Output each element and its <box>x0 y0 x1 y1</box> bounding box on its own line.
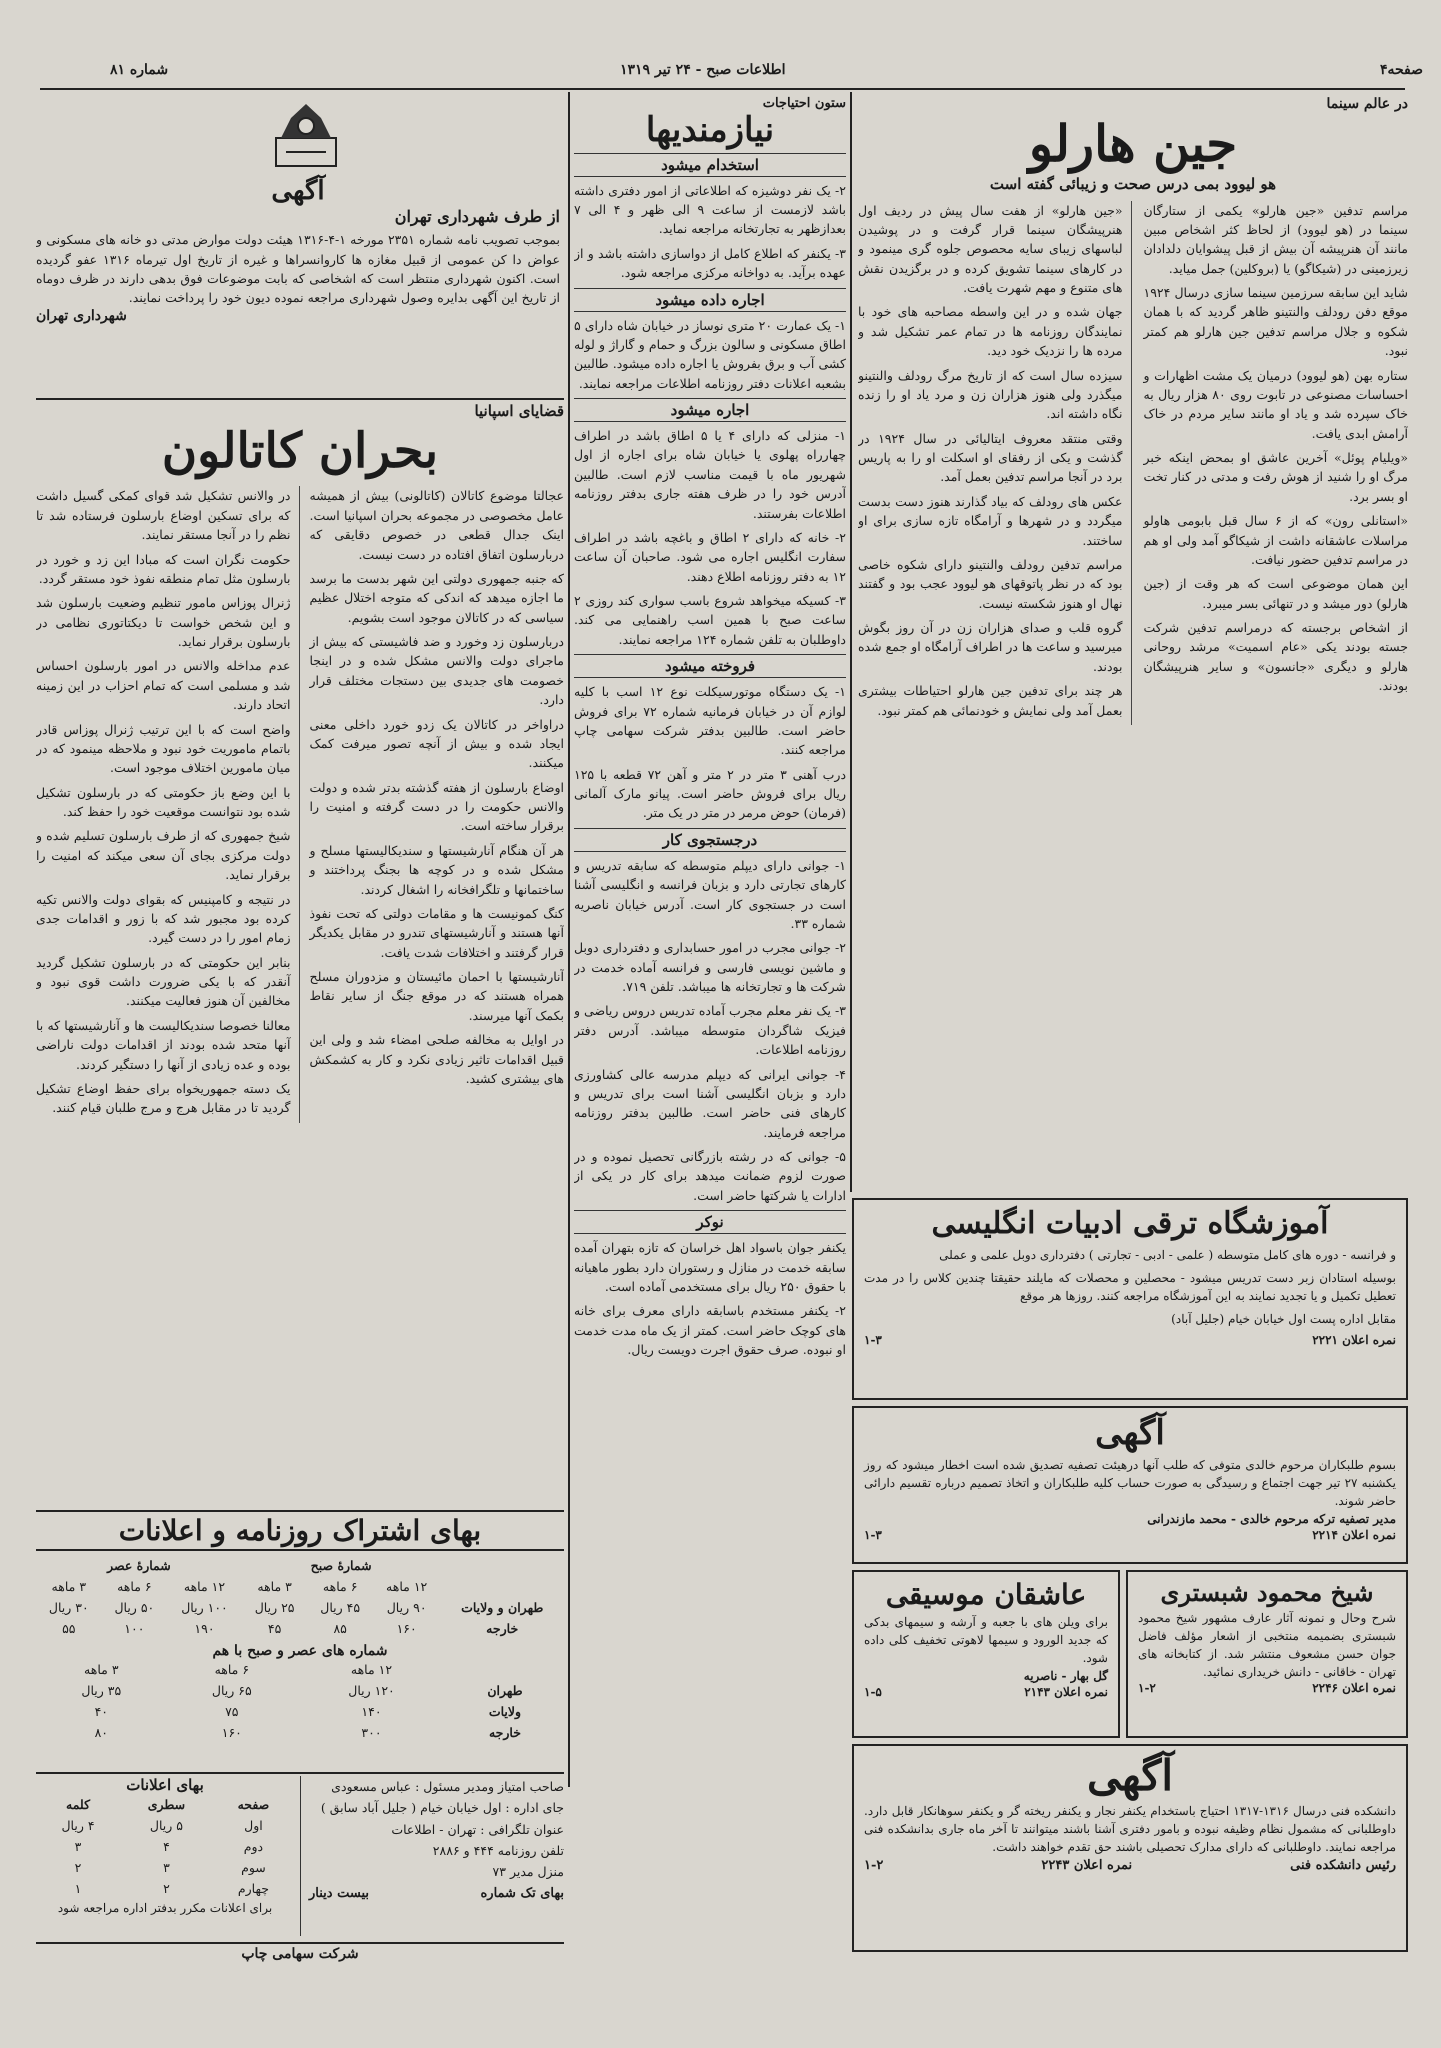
shabestari-ad <box>1126 1570 1408 1738</box>
lion-and-sun-emblem-icon <box>271 98 341 170</box>
ad-rates-title: بهای اعلانات <box>126 1776 204 1794</box>
article-paragraph: در نتیجه و کامپنیس که بقوای دولت والانس تکیه کرده بود مجبور شد که با زور و اقدامات جدی زمام امور را در دست گیرد. <box>36 891 291 946</box>
page-label: صفحه۴ <box>1379 62 1423 78</box>
classified-item: ۲- خانه که دارای ۲ اطاق و باغچه باشد در اطراف سفارت انگلیس اجاره می شود. صاحبان آن ساعت ۱۲ به دفتر روزنامه اطلاع دهند. <box>574 529 846 584</box>
article-paragraph: هر آن هنگام آنارشیستها و سندیکالیستها مسلح و مشکل شده و در کوچه ها بجنگ پرداختند و ساختمانها و تلگرافخانه را اشغال کردند. <box>309 842 564 897</box>
rate-cell: ۴۵ <box>267 1621 282 1637</box>
music-ad <box>852 1570 1120 1738</box>
classifieds-header: ستون احتیاجات <box>762 96 846 111</box>
combined-table <box>36 1659 564 1743</box>
rate-cell: ۱۹۰ <box>194 1621 215 1637</box>
period-header: ۶ ماهه <box>117 1579 152 1595</box>
liquidation-notice-title: آگهی <box>1095 1413 1165 1453</box>
article-paragraph: عدم مداخله والانس در امور بارسلون احساس شد و مسلمی است که تمام احزاب در این زمینه اتحاد دارند. <box>36 658 291 713</box>
publisher-line: عنوان تلگرافی : تهران - اطلاعات <box>391 1821 564 1837</box>
school-ad-run: ۱-۳ <box>864 1332 882 1347</box>
ad-rate-cell: ۳ <box>163 1860 170 1875</box>
article-paragraph: دراواخر در کاتالان یک زدو خورد داخلی معنی ایجاد شده و بیش از آنچه تصور میرفت کمک میکنند. <box>309 716 564 771</box>
rate-cell: ۳۰۰ <box>361 1725 382 1741</box>
region-cell: خارجه <box>488 1725 521 1741</box>
music-ad-body: برای ویلن های با جعبه و آرشه و سیمهای بدکی که جدید الورود و سیمها لاهوتی تخفیف کلی داده شود. <box>864 1615 1108 1666</box>
catalonia-column-b <box>36 486 300 1122</box>
classified-item: ۵- جوانی که در رشته بازرگانی تحصیل نموده و در صورت لزوم ضمانت میدهد برای کار در یکی از ادارات یا شرکتها حاضر است. <box>574 1149 846 1203</box>
rate-cell: ۳۵ ریال <box>81 1683 122 1699</box>
classified-item: ۳- یک نفر معلم مجرب آماده تدریس دروس ریاضی و فیزیک شاگردان متوسطه میباشد. آدرس دفتر روزنامه اطلاعات. <box>574 1003 846 1058</box>
tehran-notice <box>36 96 560 396</box>
article-paragraph: با این وضع باز حکومتی که در بارسلون تشکیل شده بود نتوانست موقعیت خود را حفظ کند. <box>36 784 291 820</box>
rate-cell: ۳۰ ریال <box>48 1600 89 1616</box>
rate-cell: ۹۰ ریال <box>386 1600 427 1616</box>
article-paragraph: در اوایل به مخالفه صلحی امضاء شد و ولی این قبیل اقدامات تاثیر زیادی نکرد و کار به کشمکش های بیشتری کشید. <box>309 1032 564 1086</box>
college-notice-signature: رئیس دانشکده فنی <box>1290 1858 1396 1874</box>
article-paragraph: جهان شده و در این واسطه مصاحبه های خود با نمایندگان روزنامه ها در تمام عمر تشکیل شد و مرده ها را نزدیک خود دید. <box>858 304 1123 359</box>
article-paragraph: مراسم تدفین رودلف والنتینو دارای شکوه خاصی بود که در نظر پاتوقهای هو لیوود عجب بود و گفتند نهال او هنوز شکسته نیست. <box>858 556 1123 611</box>
ad-rate-cell: ۱ <box>74 1881 82 1896</box>
cinema-subtitle: هو لیوود بمی درس صحت و زیبائی گفته است <box>989 174 1277 193</box>
cinema-column-a <box>1144 201 1409 725</box>
ad-rate-cell: ۳ <box>74 1839 82 1854</box>
article-paragraph: یک دسته جمهوریخواه برای حفظ اوضاع تشکیل گردید تا در مقابل هرج و مرج طلبان قیام کنند. <box>36 1080 291 1116</box>
classified-section-heading: استخدام میشود <box>574 153 846 177</box>
article-paragraph: معالنا خصوصا سندیکالیست ها و آنارشیستها که با آنها متحد شده بودند از اقدامات دولت ناراضی بوده و عده زیادی از آنها را دستگیر کردند. <box>36 1017 291 1072</box>
section-rule <box>36 398 564 400</box>
tehran-notice-body: بموجب تصویب نامه شماره ۲۳۵۱ مورخه ۱-۴-۱۳۱۶ هیئت دولت موارض مدتی دو خانه های مسکونی و عواض دا کن عمومی از قبیل مغازه ها کاروانسراها و غیره از تاریخ اول تیرماه ۱۳۱۶ عفو گردیده است. اکنون شهرداری منتظر است که اشخاصی که بابت موضوعات فوق بدهی دارند در ظرف دوماه از تاریخ این آگهی بدایره وصول شهرداری مراجعه نموده دیون خود را پرداخت نمایند. <box>36 232 560 306</box>
catalonia-section <box>36 402 564 1507</box>
classified-item: ۲- یکنفر مستخدم باسابقه دارای معرف برای خانه های کوچک حاضر است. کمتر از یک ماه مدت خدمت او نبوده. صرف حقوق اجرت دویست ریال. <box>574 1303 846 1358</box>
footer-rule <box>36 1942 564 1944</box>
ad-rates <box>36 1776 294 1936</box>
classified-item: ۱- جوانی دارای دیپلم متوسطه که سابقه تدریس و کارهای تجارتی دارد و بزبان فرانسه و انگلیسی آشنا است در جستجوی کار است. آدرس خیابان ناصریه شماره ۳۳. <box>574 857 846 931</box>
table-row <box>36 1878 294 1899</box>
table-row <box>36 1815 294 1836</box>
school-ad-line: بوسیله استادان زبر دست تدریس میشود - محصلین و محصلات که مایلند حقیقتا چندین کلاس را در مدت تعطیل تکمیل و یا تجدید نمایند به این آموزشگاه مراجعه کنند. روزها هر موقع <box>864 1270 1396 1303</box>
classified-section-heading: درجستجوی کار <box>574 828 846 852</box>
article-paragraph: شاید این سابقه سرزمین سینما سازی درسال ۱۹۲۴ موقع دفن رودلف والنتینو ظاهر گردید که با همان شکوه و جلال مراسم تدفین جین هارلو هم کمتر نبود. <box>1143 285 1408 359</box>
tehran-notice-signature: شهرداری تهران <box>36 307 127 324</box>
article-paragraph: دربارسلون زد وخورد و ضد فاشیستی که بیش از ماجرای دولت والانس مشکل شده و در اینجا خصومت های جدیدی بین دستجات مختلف قرار دارد. <box>309 634 564 708</box>
college-notice-number: نمره اعلان ۲۲۴۳ <box>1041 1858 1133 1874</box>
article-paragraph: کنگ کمونیست ها و مقامات دولتی که تحت نفوذ آنها هستند و آنارشیستهای تندرو در مقابل یکدیگر قرار گرفتند و اختلافات شدت یافت. <box>309 905 564 960</box>
liquidation-notice <box>852 1406 1408 1564</box>
ad-rates-note: برای اعلانات مکرر بدفتر اداره مراجعه شود <box>57 1901 273 1915</box>
ad-rate-cell: ۴ <box>163 1839 170 1854</box>
classifieds-list <box>574 153 846 1360</box>
classified-item: درب آهنی ۳ متر در ۲ متر و آهن ۷۲ قطعه با ۱۲۵ ریال برای فروش حاضر است. پیانو مارک آلمانی (فرمان) حوض مرمر در متر در یک متر. <box>574 766 846 821</box>
table-row <box>36 1618 564 1639</box>
evening-issue-label: شمارهٔ عصر <box>107 1558 171 1574</box>
rate-cell: ۴۰ <box>94 1704 108 1720</box>
cinema-kicker: در عالم سینما <box>1326 96 1408 112</box>
table-row <box>36 1836 294 1857</box>
masthead-rule <box>40 88 1405 90</box>
classified-item: یکنفر جوان باسواد اهل خراسان که تازه بتهران آمده سابقه خدمت در منازل و رستوران دارد بطور ماهیانه با حقوق ۲۵۰ ریال برای مستخدمی آماده است. <box>574 1240 846 1294</box>
article-paragraph: «استانلی رون» که از ۶ سال قبل بابومی هاولو مراسلات عاشقانه داشت از شیکاگو آمد ولی او هم در مراسم تدفین حضور نیافت. <box>1143 513 1408 567</box>
printer-credit: شرکت سهامی چاپ <box>241 1946 359 1962</box>
rate-cell: ۴۵ ریال <box>320 1600 361 1616</box>
article-paragraph: «ویلیام پوئل» آخرین عاشق او بمحض اینکه خبر مرگ او را شنید از هوش رفت و مدتی در کنار تخت او بسر برد. <box>1143 450 1408 504</box>
classified-item: ۱- یک عمارت ۲۰ متری نوساز در خیابان شاه دارای ۵ اطاق مسکونی و سالون بزرگ و حمام و گاراژ و لوله کشی آب و برق بفروش یا اجاره داده میشود. طالبین بشعبه اعلانات دفتر روزنامه اطلاعات مراجعه نمایند. <box>574 317 846 391</box>
table-row <box>36 1722 564 1743</box>
ad-rate-cell: ۲ <box>74 1860 82 1875</box>
cinema-section <box>858 96 1408 1196</box>
publisher-line: منزل مدیر ۷۳ <box>492 1864 564 1879</box>
article-paragraph: ستاره بهن (هو لیوود) درمیان یک مشت اظهارات و احساسات مصنوعی در تابوت روی ۸۰ هزار ریال به خاک سپرده شد و یاد او مانند سایر مردم در خاک آرامش ابدی یافت. <box>1143 367 1408 441</box>
liquidation-notice-number: نمره اعلان ۲۲۱۴ <box>1312 1527 1396 1542</box>
rate-cell: ۲۵ ریال <box>254 1600 295 1616</box>
issue-number: شماره ۸۱ <box>110 62 169 78</box>
classified-section-heading: نوکر <box>574 1210 846 1234</box>
school-ad-line: و فرانسه - دوره های کامل متوسطه ( علمی - ادبی - تجارتی ) دفترداری دوبل علمی و عملی <box>939 1247 1396 1262</box>
music-ad-title: عاشقان موسیقی <box>885 1578 1087 1611</box>
publisher-info <box>300 1776 564 1936</box>
ad-rates-col-header: سطری <box>147 1797 186 1812</box>
publisher-lines <box>309 1776 564 1882</box>
publisher-line: تلفن روزنامه ۴۴۴ و ۲۸۸۶ <box>432 1842 564 1858</box>
period-header: ۳ ماهه <box>84 1662 119 1678</box>
column-divider <box>568 92 570 1787</box>
masthead-date: اطلاعات صبح - ۲۴ تیر ۱۳۱۹ <box>620 62 786 78</box>
table-row <box>36 1597 564 1618</box>
article-paragraph: عجالتا موضوع کاتالان (کاتالونی) بیش از همیشه عامل مخصوصی در مجموعه بحران اسپانیا است. اینک جدال قطعی در خصوص دقایقی که دربارسلون اتفاق افتاده در دست نیست. <box>309 488 564 562</box>
single-issue-price: بیست دینار <box>309 1886 369 1902</box>
combined-issue-label: شماره های عصر و صبح با هم <box>212 1643 388 1660</box>
rate-cell: ۸۰ <box>94 1725 108 1741</box>
article-paragraph: وقتی منتقد معروف ایتالیائی در سال ۱۹۲۴ در گذشت و یکی از رفقای او اسکلت او را به پاریس برد در آنجا مراسم تدفین بعمل آمد. <box>858 430 1123 485</box>
ad-rate-cell: اول <box>244 1818 263 1833</box>
article-paragraph: اوضاع بارسلون از هفته گذشته بدتر شده و دولت والانس حکومت را در دست گرفته و امنیت را برقرار ساخته است. <box>309 779 564 834</box>
period-header: ۱۲ ماهه <box>183 1579 226 1595</box>
classified-item: ۳- کسیکه میخواهد شروع باسب سواری کند روزی ۲ ساعت صبح با همین اسب راهنمایی می کند. داوطلبان به تلفن شماره ۱۲۴ مراجعه نمایند. <box>574 593 846 647</box>
liquidation-notice-run: ۱-۳ <box>864 1527 882 1542</box>
school-ad-body <box>864 1246 1396 1328</box>
ad-rates-col-header: صفحه <box>237 1797 270 1812</box>
period-header: ۱۲ ماهه <box>386 1579 428 1595</box>
classified-section-heading: اجاره میشود <box>574 398 846 422</box>
classifieds-section <box>574 96 846 1786</box>
article-paragraph: مراسم تدفین «جین هارلو» یکمی از ستارگان سینما در (هو لیوود) از لحاظ کثر اشخاص مبین مانند آن هنرپیشه آن بیش از قبل پیشوایان دلدادان زیرزمینی در (شیکاگو) یا (بروکلین) جمل میاید. <box>1143 202 1408 276</box>
rate-cell: ۱۶۰ <box>396 1621 417 1637</box>
article-paragraph: در والانس تشکیل شد قوای کمکی گسیل داشت که برای تسکین اوضاع بارسلون فرستاده شد تا نظم را در آنجا مستقر نمایند. <box>36 488 291 543</box>
school-ad-line: مقابل اداره پست اول خیابان خیام (جلیل آباد) <box>1171 1311 1396 1326</box>
rate-cell: ۵۰ ریال <box>114 1600 155 1616</box>
ad-rate-cell: دوم <box>243 1839 264 1854</box>
classified-section-heading: فروخته میشود <box>574 654 846 678</box>
tehran-notice-title: آگهی <box>271 176 325 206</box>
liquidation-notice-body: بسوم طلبکاران مرحوم خالدی متوفی که طلب آنها درهیئت تصفیه تصدیق شده است اخطار میشود که روز یکشنبه ۲۷ تیر جهت اجتماع و رسیدگی به صورت حساب کلیه طلبکاران و اتخاذ تصمیم درباره تقسیم دارائی حاضر شوند. <box>864 1457 1396 1508</box>
period-header: ۳ ماهه <box>51 1579 87 1595</box>
article-paragraph: از اشخاص برجسته که درمراسم تدفین شرکت جسته بودند یکی «عام اسمیت» مرشد روحانی هارلو و دیگری «جانسون» و سایر هنرپیشگان بودند. <box>1143 620 1408 694</box>
catalonia-column-a <box>310 486 565 1122</box>
subscription-rates-title: بهای اشتراک روزنامه و اعلانات <box>36 1516 564 1551</box>
rate-cell: ۱۶۰ <box>221 1725 242 1741</box>
region-cell: طهران <box>487 1683 523 1699</box>
college-notice-run: ۱-۲ <box>864 1858 884 1874</box>
ad-rate-cell: ۵ ریال <box>149 1818 183 1833</box>
rate-cell: ۸۵ <box>333 1621 347 1637</box>
ad-rate-cell: چهارم <box>237 1881 269 1896</box>
ad-rates-col-header: کلمه <box>66 1797 91 1812</box>
single-issue-label: بهای تک شماره <box>480 1886 564 1902</box>
rate-cell: ۵۵ <box>62 1621 76 1637</box>
ad-rate-cell: ۴ ریال <box>61 1818 95 1833</box>
classified-item: ۳- یکنفر که اطلاع کامل از دواسازی داشته باشد و از عهده برآید. به دواخانه مرکزی مراجعه شود. <box>574 245 846 281</box>
liquidation-notice-signature: مدیر تصفیه ترکه مرحوم خالدی - محمد مازندرانی <box>1147 1511 1396 1526</box>
rate-cell: ۱۰۰ <box>124 1621 145 1637</box>
article-paragraph: هر چند برای تدفین جین هارلو احتیاطات بیشتری بعمل آمد ولی نمایش و خودنمائی هم کمتر نبود. <box>858 683 1123 718</box>
section-rule <box>36 1510 564 1512</box>
ad-rates-table <box>36 1794 294 1899</box>
table-row <box>36 1857 294 1878</box>
article-paragraph: گروه قلب و صدای هزاران زن در آن روز بگوش میرسید و ساعت ها در اطراف آرامگاه او جمع شده بودند. <box>858 620 1123 674</box>
classifieds-title: نیازمندیها <box>645 110 775 150</box>
school-ad-number: نمره اعلان ۲۲۲۱ <box>1312 1332 1396 1347</box>
article-paragraph: شیخ جمهوری که از طرف بارسلون تسلیم شده و دولت مرکزی بجای آن سعی میکند که امنیت را برقرار نماید. <box>36 828 291 883</box>
college-notice-body: دانشکده فنی درسال ۱۳۱۶-۱۳۱۷ احتیاج باستخدام یکنفر نجار و یکنفر ریخته گر و یکنفر سوهانکار قابل دارد. داوطلبانی که مشمول نظام وظیفه نبوده و بامور دفتری آشنا باشند میتوانند تا آخر ماه جاری بدانشکده فنی مراجعه نمایند. داوطلبانی که دارای مدارک تحصیلی باشند حق تقدم خواهند داشت. <box>864 1804 1396 1855</box>
ad-rate-cell: ۲ <box>163 1881 170 1896</box>
article-paragraph: آنارشیستها با احمان مائیستان و مزدوران مسلح همراه هستند که در موقع جنگ از سایر نقاط بکمک آنها میرسند. <box>309 969 564 1023</box>
subscription-rates <box>36 1516 564 1770</box>
article-paragraph: عکس های رودلف که بیاد گذارند هنوز دست بدست میگردد و در شهرها و آرامگاه تازه سازی برای او ساختند. <box>858 493 1123 548</box>
article-paragraph: این همان موضوعی است که هر وقت از (جین هارلو) دور میشد و در تنهائی بسر میبرد. <box>1143 576 1408 611</box>
music-ad-signature: گل بهار - ناصریه <box>1023 1669 1108 1684</box>
music-ad-run: ۱-۵ <box>864 1685 882 1700</box>
section-rule <box>36 1772 564 1774</box>
classified-item: ۲- جوانی مجرب در امور حسابداری و دفترداری دوبل و ماشین نویسی فارسی و فرانسه آماده خدمت در شرکت ها و تجارتخانه ها میباشد. تلفن ۷۱۹. <box>574 940 846 995</box>
ad-rate-cell: سوم <box>241 1860 266 1875</box>
article-paragraph: که جنبه جمهوری دولتی این شهر بدست ما برسد ما اجازه میدهد که اندکی که متوجه اختلال عظیم سیاسی که در کاتالان موجود است بشویم. <box>309 570 564 625</box>
college-notice-title: آگهی <box>1086 1751 1174 1800</box>
publisher-line: جای اداره : اول خیابان خیام ( جلیل آباد سابق ) <box>320 1800 564 1816</box>
tehran-notice-subtitle: از طرف شهرداری تهران <box>394 207 560 227</box>
music-ad-number: نمره اعلان ۲۱۴۳ <box>1024 1685 1108 1700</box>
rate-cell: ۱۰۰ ریال <box>181 1600 228 1616</box>
article-paragraph: ژنرال پوزاس مامور تنظیم وضعیت بارسلون شد و این شخص خواست تا دیکتاتوری نظامی در بارسلون برقرار نماید. <box>36 595 291 650</box>
article-paragraph: سیزده سال است که از تاریخ مرگ رودلف والنتینو میگذرد ولی هنوز هزاران زن و مرد یاد او را زنده نگاه داشته اند. <box>858 367 1123 422</box>
shabestari-ad-number: نمره اعلان ۲۲۴۶ <box>1312 1681 1396 1696</box>
catalonia-title: بحران کاتالون <box>161 423 439 479</box>
period-header: ۶ ماهه <box>214 1662 250 1678</box>
period-header: ۱۲ ماهه <box>350 1662 393 1678</box>
classified-section-heading: اجاره داده میشود <box>574 288 846 312</box>
catalonia-section-label: قضایای اسپانیا <box>474 402 564 420</box>
period-header: ۳ ماهه <box>257 1579 292 1595</box>
table-row <box>36 1701 564 1722</box>
period-header: ۶ ماهه <box>322 1579 358 1595</box>
region-cell: ولایات <box>488 1704 522 1720</box>
cinema-column-b <box>858 201 1132 725</box>
classified-item: ۱- یک دستگاه موتورسیکلت نوع ۱۲ اسب با کلیه لوازم آن در خیابان فرمانیه شماره ۷۲ برای فروش حاضر است. طالبین بدفتر شرکت سهامی چاپ مراجعه کنند. <box>574 684 846 758</box>
article-paragraph: بنابر این حکومتی که در بارسلون تشکیل گردید آنقدر که با یکی ضرورت داشت قوی نبود و مخالفین آن هنوز فعالیت میکنند. <box>36 954 291 1009</box>
shabestari-ad-title: شیخ محمود شبستری <box>1160 1578 1374 1607</box>
rate-cell: ۱۴۰ <box>361 1704 382 1720</box>
article-paragraph: واضح است که با این ترتیب ژنرال پوزاس قادر باتمام ماموریت خود نبود و ملاحظه مینمود که در میان مامورین اختلاف موجود است. <box>36 721 291 776</box>
region-cell: طهران و ولایات <box>461 1600 544 1616</box>
rate-cell: ۶۵ ریال <box>211 1683 252 1699</box>
article-paragraph: حکومت نگران است که مبادا این زد و خورد در بارسلون مثل تمام منطقه نفوذ خود مستقر گردد. <box>36 551 291 586</box>
rate-cell: ۱۲۰ ریال <box>348 1683 395 1699</box>
college-notice <box>852 1744 1408 1952</box>
shabestari-ad-run: ۱-۲ <box>1138 1681 1156 1696</box>
morning-issue-label: شمارهٔ صبح <box>310 1558 372 1574</box>
rate-cell: ۷۵ <box>225 1704 239 1720</box>
classified-item: ۴- جوانی ایرانی که دیپلم مدرسه عالی کشاورزی دارد و بزبان انگلیسی آشنا است برای تدریس و کارهای فنی حاضر است. طالبین بدفتر روزنامه مراجعه فرمایند. <box>574 1066 846 1140</box>
cinema-title: جین هارلو <box>1028 114 1238 173</box>
classified-item: ۱- منزلی که دارای ۴ یا ۵ اطاق باشد در اطراف چهارراه پهلوی یا خیابان شاه برای اجاره از اول شهریور ماه با قیمت مناسب لازم است. طالبین آدرس خود را در ظرف هفته جاری بدفتر روزنامه اطلاعات بفرستند. <box>574 428 846 521</box>
school-ad <box>852 1198 1408 1400</box>
region-cell: خارجه <box>486 1621 519 1637</box>
school-ad-title: آموزشگاه ترقی ادبیات انگلیسی <box>931 1206 1329 1241</box>
table-row <box>36 1680 564 1701</box>
subscription-table <box>36 1555 564 1639</box>
classified-item: ۲- یک نفر دوشیزه که اطلاعاتی از امور دفتری داشته باشد لازمست از ساعت ۹ الی ظهر و ۴ الی ۷ بعدازظهر به تجارتخانه مراجعه نماید. <box>574 182 846 237</box>
column-divider <box>850 92 852 1192</box>
article-paragraph: «جین هارلو» از هفت سال پیش در ردیف اول هنرپیشگان سینما قرار گرفت و در پوشیدن لباسهای زیبای سایه محصوص جلوه گری مینمود و در کارهای سینما تشویق کرده و در برگزیدن نقش های متنوع و مهم شهرت یافت. <box>858 202 1123 295</box>
shabestari-ad-body: شرح وحال و نمونه آثار عارف مشهور شیخ محمود شبستری بضمیمه منتخبی از اشعار مؤلف فاضل جوان حسن مشعوف منتشر شد. از کتابخانه های تهران - خاقانی - دانش خریداری نمائید. <box>1138 1611 1396 1680</box>
publisher-line: صاحب امتیاز ومدیر مسئول : عباس مسعودی <box>331 1779 564 1794</box>
